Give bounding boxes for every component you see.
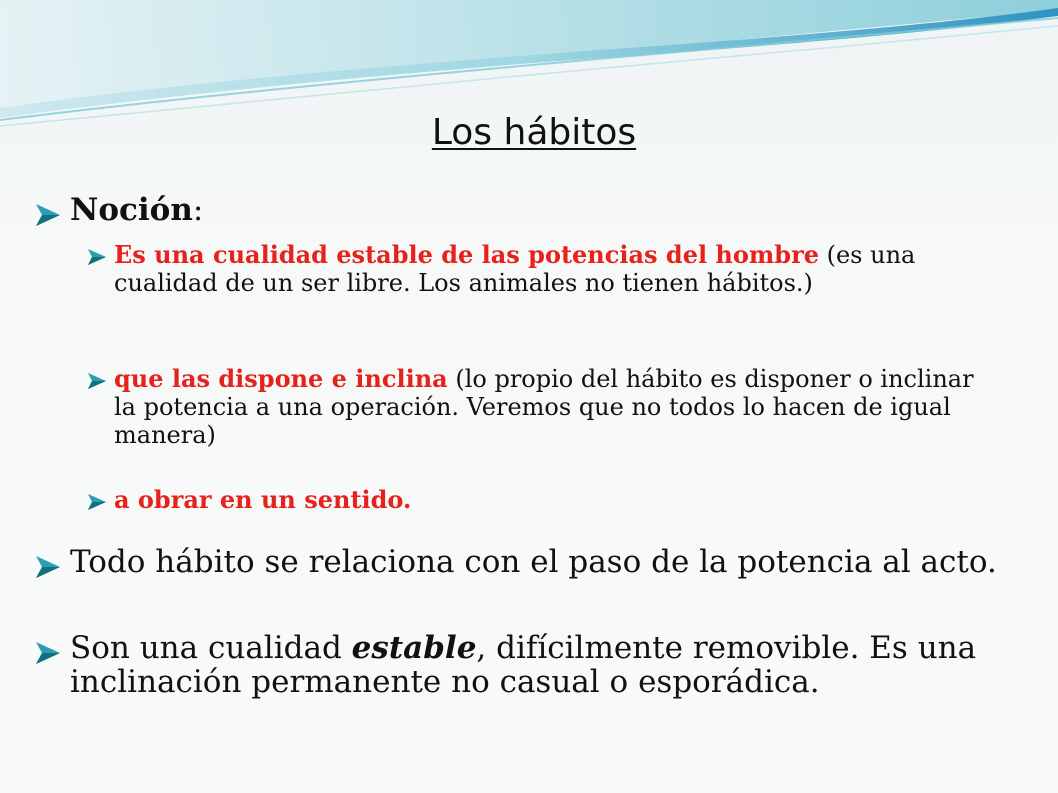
bullet-obrar — [86, 486, 411, 514]
estable-post: , difícilmente removible. Es una inclinación permanente no casual o esporádica. — [70, 630, 977, 700]
todo-habito-text: Todo hábito se relaciona con el paso de la potencia al acto. — [70, 544, 997, 580]
nocion-label: Noción — [70, 192, 193, 228]
arrow-bullet-icon — [86, 492, 114, 512]
dispone-highlight: que las dispone e inclina — [114, 364, 448, 393]
bullet-text — [70, 631, 1034, 699]
bullet-text — [114, 241, 986, 297]
arrow-bullet-icon — [34, 202, 70, 228]
slide-title: Los hábitos — [431, 112, 637, 153]
obrar-highlight: a obrar en un sentido. — [114, 485, 412, 514]
bullet-son-cualidad — [34, 631, 1034, 699]
estable-emphasis: estable — [351, 630, 477, 666]
bullet-dispone — [86, 365, 976, 449]
cualidad-explanation: (es una cualidad de un ser libre. Los animales no tienen hábitos.) — [114, 241, 916, 297]
arrow-bullet-icon — [86, 247, 114, 267]
dispone-explanation: (lo propio del hábito es disponer o inclinar la potencia a una operación. Veremos que no todos lo hacen de igual manera) — [114, 365, 974, 449]
arrow-bullet-icon — [34, 640, 70, 666]
estable-pre: Son una cualidad — [70, 630, 352, 666]
bullet-text — [70, 193, 203, 227]
cualidad-highlight: Es una cualidad estable de las potencias del hombre — [114, 240, 819, 269]
arrow-bullet-icon — [34, 554, 70, 580]
bullet-cualidad — [86, 241, 986, 297]
arrow-bullet-icon — [86, 371, 114, 391]
nocion-colon: : — [192, 192, 204, 228]
bullet-nocion — [34, 193, 203, 228]
bullet-text — [114, 365, 976, 449]
bullet-todo-habito — [34, 545, 1034, 580]
